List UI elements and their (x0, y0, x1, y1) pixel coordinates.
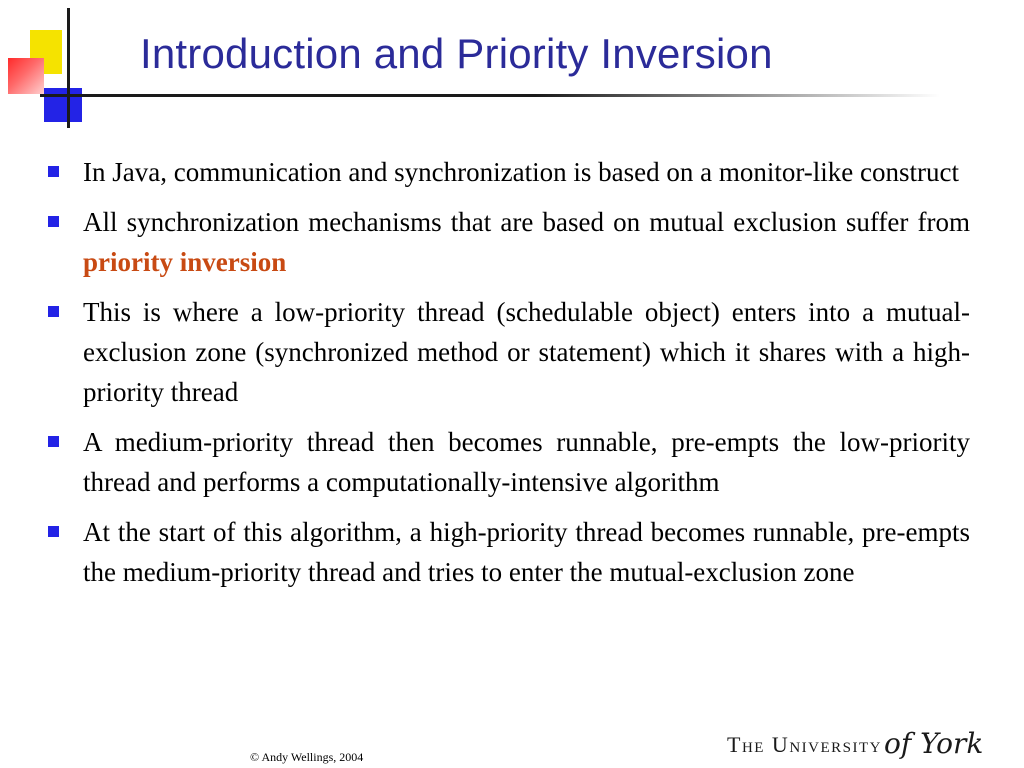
square-bullet-icon (48, 216, 59, 227)
bullet-text: In Java, communication and synchronization is based on a monitor-like construct (83, 157, 959, 187)
bullet-item (46, 202, 970, 282)
bullet-item (46, 512, 970, 592)
decor-vertical-line (67, 8, 70, 128)
slide-title: Introduction and Priority Inversion (140, 30, 773, 77)
bullet-text: All synchronization mechanisms that are based on mutual exclusion suffer from (83, 207, 970, 237)
bullet-text: A medium-priority thread then becomes runnable, pre-empts the low-priority thread and performs a computationally-intensive algorithm (83, 427, 970, 497)
bullet-text: At the start of this algorithm, a high-priority thread becomes runnable, pre-empts the medium-priority thread and tries to enter the mutual-exclusion zone (83, 517, 970, 587)
logo-script-text: of York (883, 727, 984, 760)
bullet-item (46, 292, 970, 412)
bullet-item (46, 152, 970, 192)
title-underline (40, 94, 940, 97)
copyright-footer: © Andy Wellings, 2004 (250, 750, 364, 764)
bullet-item (46, 422, 970, 502)
square-bullet-icon (48, 526, 59, 537)
bullet-text: This is where a low-priority thread (schedulable object) enters into a mutual-exclusion zone (synchronized method or statement) which it shares with a high-priority thread (83, 297, 970, 407)
square-bullet-icon (48, 306, 59, 317)
university-logo (727, 724, 983, 758)
logo-caps-text: The University (727, 732, 882, 757)
decor-square-red (8, 58, 44, 94)
bullet-list (46, 152, 970, 602)
square-bullet-icon (48, 166, 59, 177)
highlight-term: priority inversion (83, 247, 287, 277)
square-bullet-icon (48, 436, 59, 447)
